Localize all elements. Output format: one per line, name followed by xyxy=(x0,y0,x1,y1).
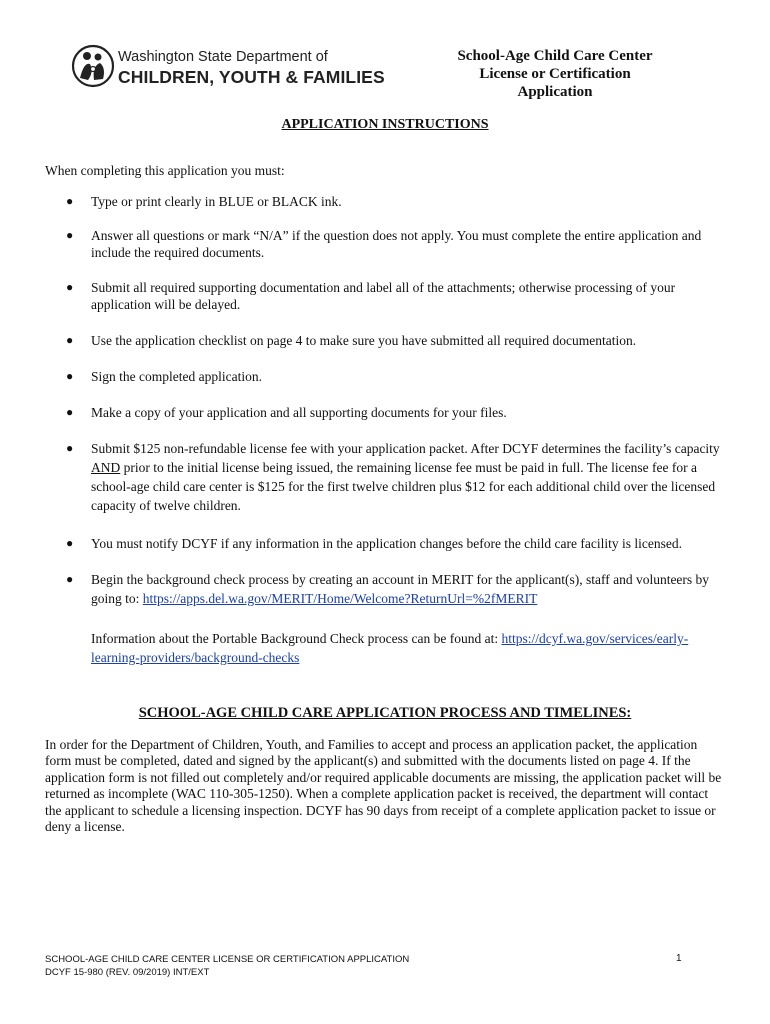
portable-background-text: Information about the Portable Background Check process can be found at: xyxy=(91,631,502,646)
page-number: 1 xyxy=(676,953,682,964)
bullet-background xyxy=(91,570,730,608)
fee-text-part1: Submit $125 non-refundable license fee with your application packet. After DCYF determines the facility’s capacity xyxy=(91,441,720,456)
title-line-2: License or Certification xyxy=(479,66,631,82)
fee-text-part2: prior to the initial license being issued, the remaining license fee must be paid in full. The license fee for a school-age child care center is $125 for the first twelve children plus $12 for each additional child over the licensed capacity of twelve children. xyxy=(91,460,716,513)
fee-and-emphasis: AND xyxy=(91,460,121,475)
logo-agency-line: Washington State Department of xyxy=(118,49,328,65)
document-title xyxy=(420,47,690,101)
dcyf-emblem-icon xyxy=(70,42,116,90)
bullet-submit-docs: Submit all required supporting documentation and label all of the attachments; otherwise processing of your application will be delayed. xyxy=(91,280,676,312)
list-item: ● Sign the completed application. xyxy=(66,368,730,385)
list-item: ● You must notify DCYF if any information in the application changes before the child care facility is licensed. xyxy=(66,535,730,552)
list-item: ● Submit $125 non-refundable license fee with your application packet. After DCYF determines the facility’s capacity AND prior to the initial license being issued, the remaining license fee must be paid in full. The license fee for a school-age child care center is $125 for the first twelve children plus $12 for each additional child over the licensed capacity of twelve children. xyxy=(66,439,730,515)
portable-background-paragraph xyxy=(91,629,730,667)
background-text: Begin the background check process by creating an account in MERIT for the applicant(s), staff and volunteers by going to: xyxy=(91,572,710,606)
list-item: ● Begin the background check process by creating an account in MERIT for the applicant(s), staff and volunteers by going to: https://apps.del.wa.gov/MERIT/Home/Welcome?ReturnUrl=%2fMERIT Information about the Portable Background Check process can be found at: https://dcyf.wa.gov/services/early-learning-providers/background-checks xyxy=(66,570,730,667)
bullet-answer-all: Answer all questions or mark “N/A” if the question does not apply. You must complete the entire application and include the required documents. xyxy=(91,228,702,260)
instructions-heading: APPLICATION INSTRUCTIONS xyxy=(281,117,489,132)
bullet-checklist: Use the application checklist on page 4 to make sure you have submitted all required documentation. xyxy=(91,333,637,348)
list-item: ● Answer all questions or mark “N/A” if the question does not apply. You must complete the entire application and include the required documents. xyxy=(66,227,730,261)
bullet-sign: Sign the completed application. xyxy=(91,369,262,384)
dcyf-logo xyxy=(70,40,385,96)
bullet-copy: Make a copy of your application and all supporting documents for your files. xyxy=(91,405,507,420)
bullet-ink: Type or print clearly in BLUE or BLACK ink. xyxy=(91,194,342,209)
bullet-notify: You must notify DCYF if any information in the application changes before the child care facility is licensed. xyxy=(91,536,682,551)
list-item: ● Type or print clearly in BLUE or BLACK ink. xyxy=(66,193,730,210)
title-line-3: Application xyxy=(517,84,593,100)
process-paragraph: In order for the Department of Children, Youth, and Families to accept and process an application packet, the application form must be completed, dated and signed by the applicant(s) and submitted with the documents listed on page 4. If the application form is not filled out completely and/or required applicable documents are missing, the application packet will be returned as incomplete (WAC 110-305-1250). When a complete application packet is received, the department will contact the applicant to schedule a licensing inspection. DCYF has 90 days from receipt of a complete application packet to issue or deny a license. xyxy=(45,737,722,835)
list-item: ● Use the application checklist on page 4 to make sure you have submitted all required documentation. xyxy=(66,332,730,349)
list-item: ● Submit all required supporting documentation and label all of the attachments; otherwise processing of your application will be delayed. xyxy=(66,279,730,313)
instructions-intro: When completing this application you must: xyxy=(45,163,285,178)
merit-link[interactable]: https://apps.del.wa.gov/MERIT/Home/Welcome?ReturnUrl=%2fMERIT xyxy=(142,591,538,606)
title-line-1: School-Age Child Care Center xyxy=(457,48,653,64)
background-checks-link[interactable]: https://dcyf.wa.gov/services/early-learning-providers/background-checks xyxy=(91,631,689,665)
page-footer xyxy=(45,953,409,979)
process-heading: SCHOOL-AGE CHILD CARE APPLICATION PROCESS AND TIMELINES: xyxy=(138,705,632,721)
list-item: ● Make a copy of your application and all supporting documents for your files. xyxy=(66,404,730,421)
bullet-fee xyxy=(91,439,730,515)
logo-agency-name: CHILDREN, YOUTH & FAMILIES xyxy=(118,67,385,87)
footer-form-number: DCYF 15-980 (REV. 09/2019) INT/EXT xyxy=(45,967,210,978)
footer-form-title: SCHOOL-AGE CHILD CARE CENTER LICENSE OR CERTIFICATION APPLICATION xyxy=(45,954,410,965)
